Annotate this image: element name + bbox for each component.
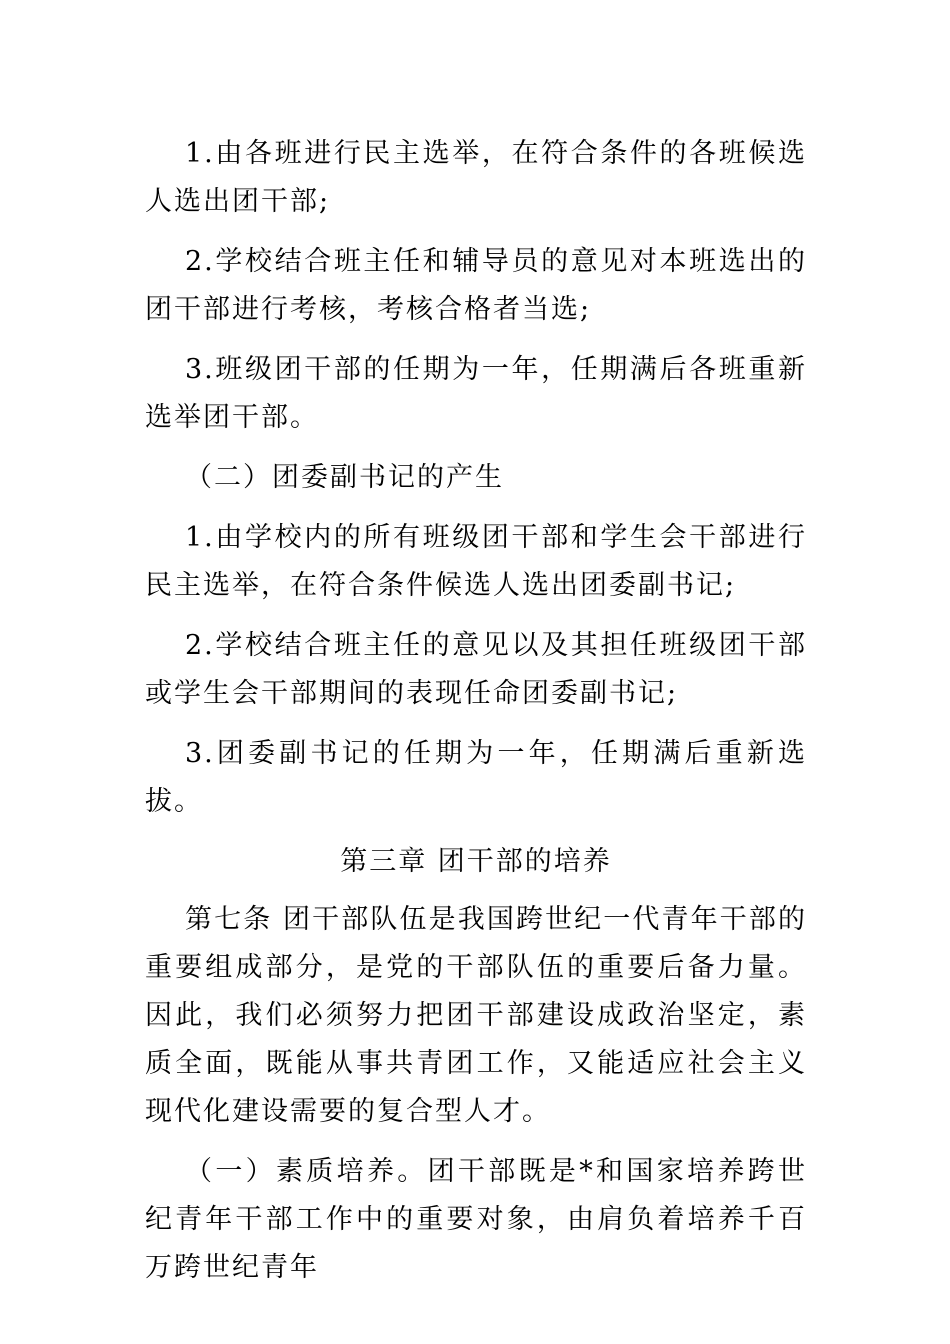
section-heading-deputy-secretary: （二）团委副书记的产生 [185, 462, 504, 493]
document-body [145, 130, 807, 1304]
paragraph-class-assessment: 2.学校结合班主任和辅导员的意见对本班选出的团干部进行考核，考核合格者当选; [145, 246, 807, 325]
article-seven: 第七条 团干部队伍是我国跨世纪一代青年干部的重要组成部分，是党的干部队伍的重要后备力量。因此，我们必须努力把团干部建设成政治坚定，素质全面，既能从事共青团工作，又能适应社会主义现代化建设需要的复合型人才。 [145, 904, 807, 1127]
paragraph-deputy-appointment: 2.学校结合班主任的意见以及其担任班级团干部或学生会干部期间的表现任命团委副书记; [145, 630, 807, 709]
paragraph-deputy-election: 1.由学校内的所有班级团干部和学生会干部进行民主选举，在符合条件候选人选出团委副书记; [145, 522, 807, 601]
paragraph-class-term: 3.班级团干部的任期为一年，任期满后各班重新选举团干部。 [145, 354, 807, 433]
paragraph-deputy-term: 3.团委副书记的任期为一年，任期满后重新选拔。 [145, 738, 807, 817]
paragraph-quality-training: （一）素质培养。团干部既是*和国家培养跨世纪青年干部工作中的重要对象，由肩负着培养千百万跨世纪青年 [145, 1156, 807, 1283]
paragraph-class-election: 1.由各班进行民主选举，在符合条件的各班候选人选出团干部; [145, 138, 807, 217]
chapter-title: 第三章 团干部的培养 [340, 846, 612, 877]
